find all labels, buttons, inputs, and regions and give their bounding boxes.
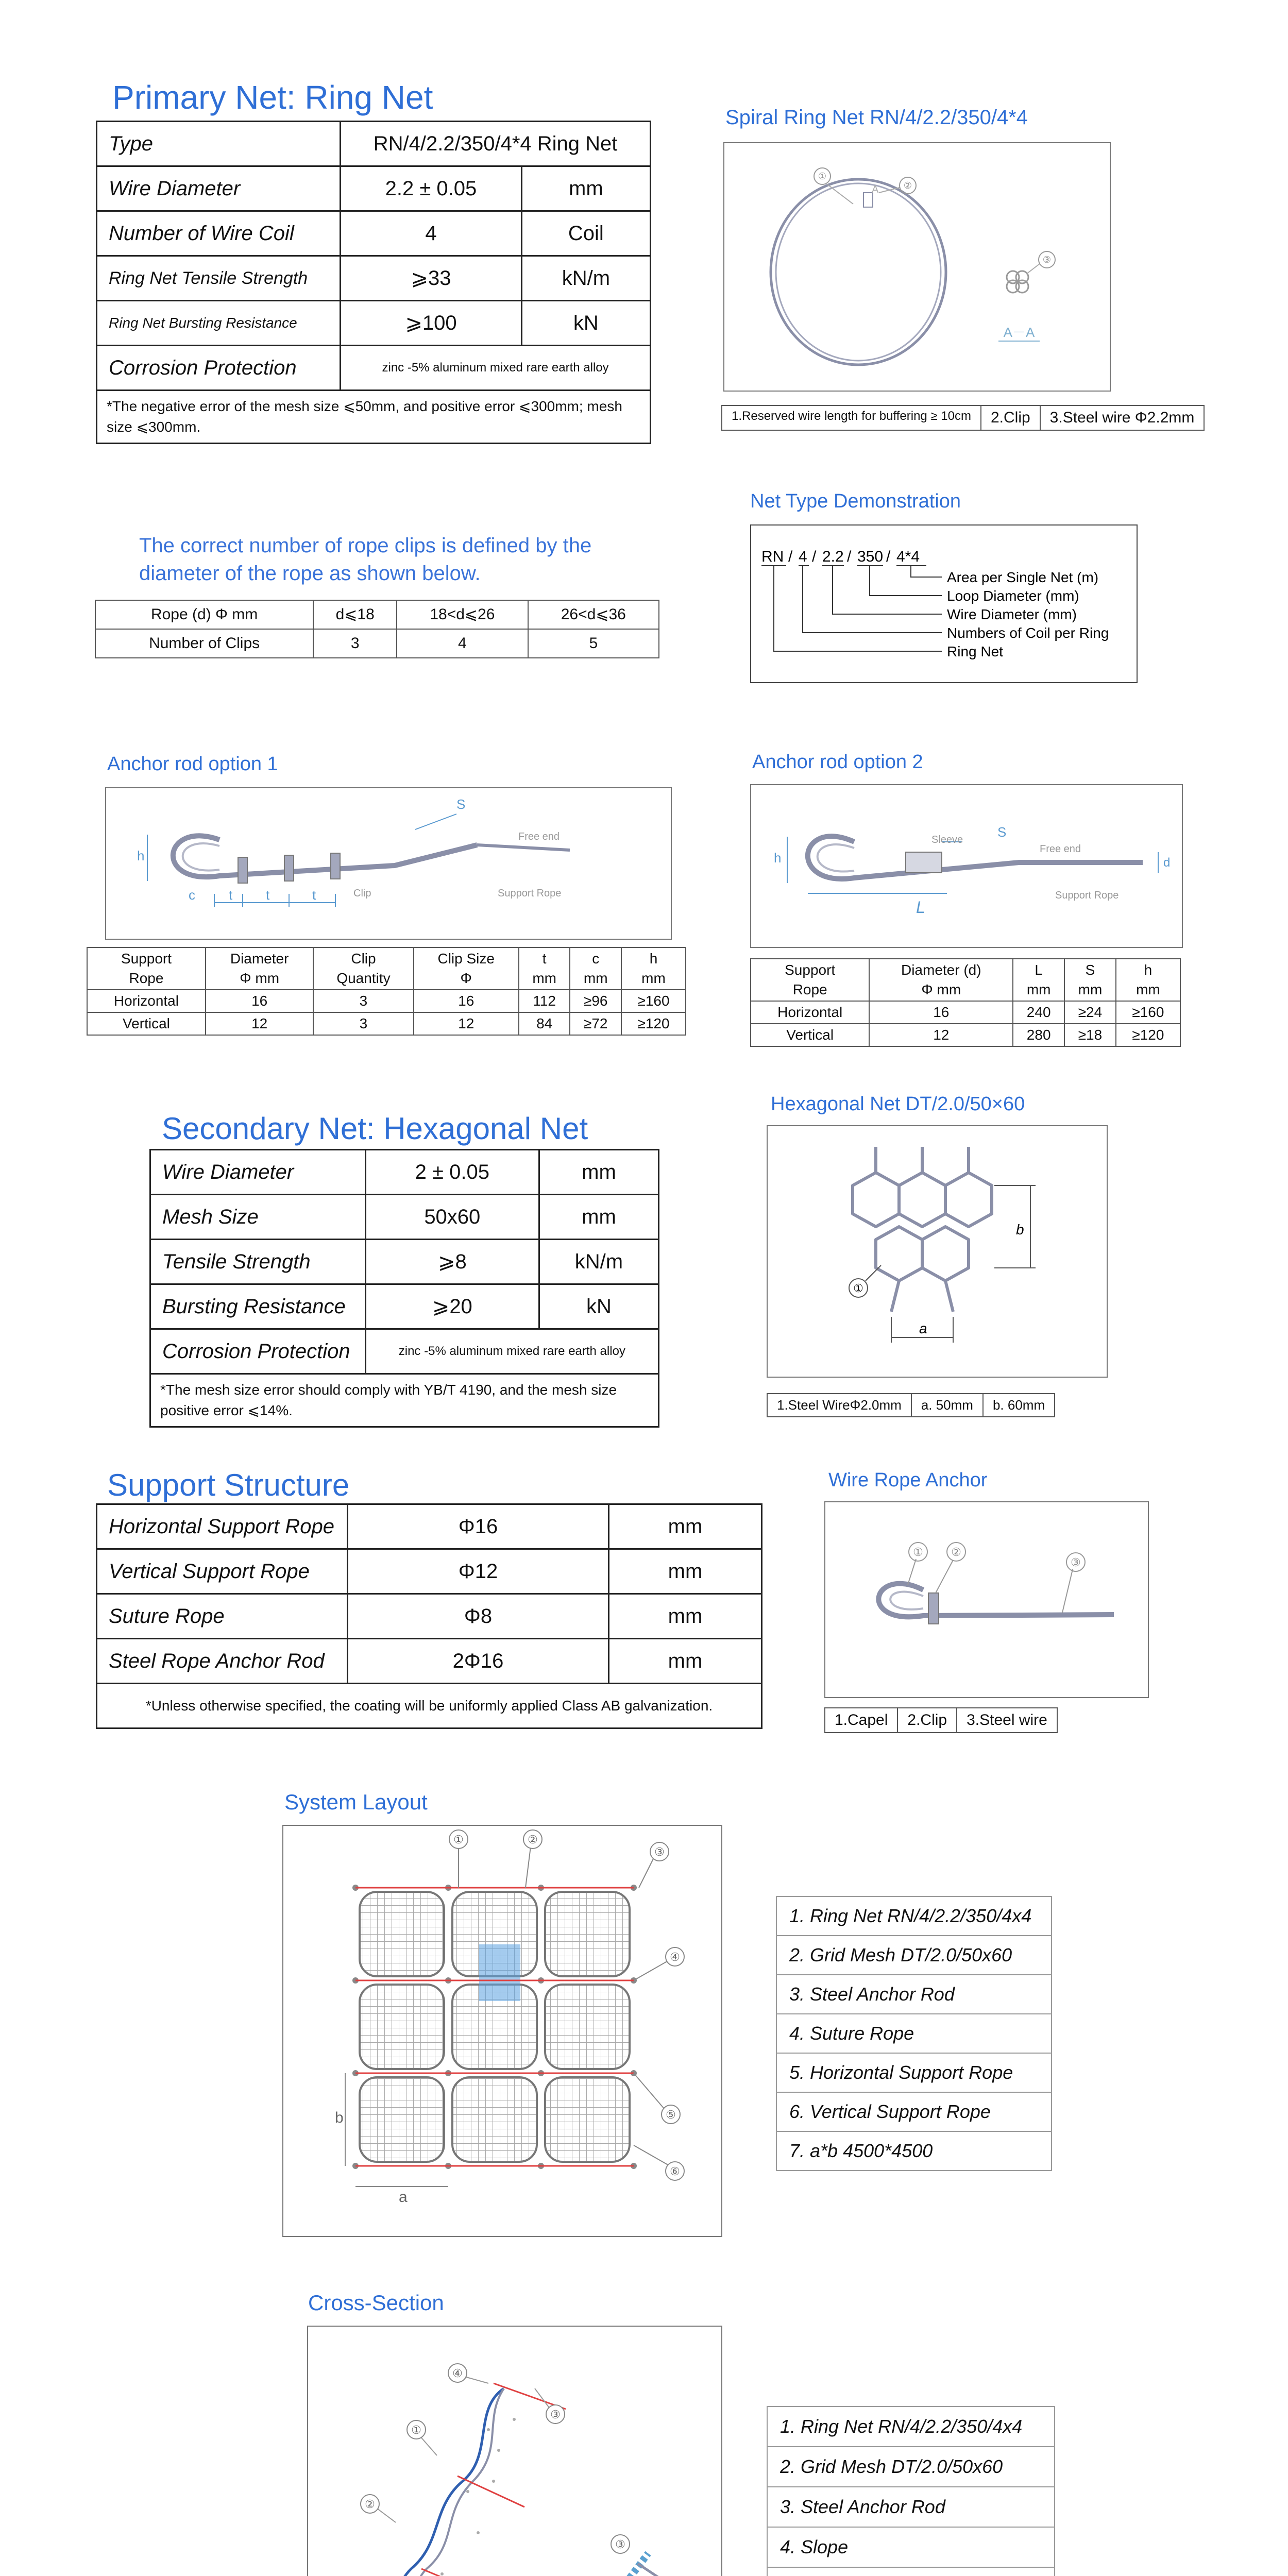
row-label: Type — [97, 122, 341, 166]
row-unit: kN/m — [521, 256, 650, 301]
legend-item — [767, 2447, 1055, 2487]
row-unit: mm — [609, 1639, 762, 1684]
table-row — [87, 947, 686, 990]
table-cell: 12 — [206, 1012, 313, 1035]
table-row — [97, 1504, 762, 1549]
caption: 2.Clip — [898, 1708, 957, 1732]
net-type-title: Net Type Demonstration — [750, 490, 961, 512]
table-cell: 5 — [528, 629, 659, 658]
row-value: 2 ± 0.05 — [365, 1150, 539, 1195]
svg-text:/: / — [812, 548, 817, 565]
row-label: Steel Rope Anchor Rod — [97, 1639, 348, 1684]
table-row — [95, 600, 659, 629]
header-line: mm — [1026, 981, 1051, 997]
callout-1: ① — [818, 171, 827, 181]
legend-item — [776, 2053, 1052, 2092]
table-cell: 3 — [313, 1012, 413, 1035]
system-layout-drawing — [283, 1826, 721, 2236]
anchor-option-2-drawing — [751, 785, 1182, 947]
table-cell: ≥18 — [1064, 1024, 1116, 1046]
label-loop: Loop Diameter (mm) — [947, 588, 1079, 604]
support-note: *Unless otherwise specified, the coating will be uniformly applied Class AB galvanization. — [97, 1684, 762, 1728]
table-row — [751, 1024, 1180, 1046]
header-cell — [1116, 959, 1180, 1001]
table-cell: ≥160 — [621, 990, 686, 1012]
anchor-option-1-table — [87, 947, 686, 1036]
system-layout-title: System Layout — [284, 1790, 428, 1814]
header-line: mm — [641, 970, 666, 986]
row-label: Wire Diameter — [97, 166, 341, 211]
wire-rope-anchor-title: Wire Rope Anchor — [828, 1469, 988, 1491]
anchor-option-1-title: Anchor rod option 1 — [107, 753, 278, 775]
row-value: ⩾8 — [365, 1240, 539, 1284]
anchor-option-1-figure — [105, 787, 672, 940]
legend-text: 2. Grid Mesh DT/2.0/50x60 — [776, 1936, 1052, 1975]
header-line: Quantity — [336, 970, 391, 986]
table-row — [97, 391, 651, 444]
anchor-option-1-drawing — [106, 788, 671, 939]
legend-text: 1. Ring Net RN/4/2.2/350/4x4 — [767, 2406, 1055, 2447]
row-value: ⩾20 — [365, 1284, 539, 1329]
row-value: 2.2 ± 0.05 — [341, 166, 522, 211]
callout-2: ② — [365, 2498, 375, 2511]
table-cell: 12 — [869, 1024, 1013, 1046]
row-label: Number of Wire Coil — [97, 211, 341, 256]
ring-net-panel — [452, 2077, 537, 2162]
header-line: h — [649, 951, 658, 967]
table-cell: 16 — [869, 1001, 1013, 1024]
label-support-rope: Support Rope — [1055, 890, 1119, 901]
header-cell — [869, 959, 1013, 1001]
legend-text: 4. Suture Rope — [776, 2014, 1052, 2053]
callout-6: ⑥ — [670, 2165, 680, 2178]
legend-item — [776, 1896, 1052, 1936]
row-value: Φ12 — [348, 1549, 609, 1594]
header-line: mm — [1078, 981, 1103, 997]
row-unit: kN — [521, 301, 650, 346]
row-value: RN/4/2.2/350/4*4 Ring Net — [341, 122, 651, 166]
table-row — [150, 1374, 659, 1427]
table-row — [97, 1549, 762, 1594]
label-t: t — [312, 887, 316, 903]
label-coil: Numbers of Coil per Ring — [947, 625, 1109, 641]
ring-net-panel — [545, 1892, 630, 1976]
header-cell — [1013, 959, 1064, 1001]
legend-text: 3. Steel Anchor Rod — [776, 1975, 1052, 2014]
table-cell: Number of Clips — [95, 629, 313, 658]
header-cell — [87, 947, 206, 990]
table-row — [97, 211, 651, 256]
label-s: S — [997, 824, 1007, 840]
ring-net-panel — [545, 1985, 630, 2069]
legend-text: 1. Ring Net RN/4/2.2/350/4x4 — [776, 1896, 1052, 1936]
legend-item — [776, 2131, 1052, 2171]
header-line: S — [1085, 962, 1095, 978]
legend-item — [776, 1975, 1052, 2014]
row-value: ⩾33 — [341, 256, 522, 301]
header-cell — [414, 947, 519, 990]
table-cell: Vertical — [87, 1012, 206, 1035]
row-label: Suture Rope — [97, 1594, 348, 1639]
anchor-option-2-title: Anchor rod option 2 — [752, 751, 923, 773]
table-row — [97, 122, 651, 166]
header-cell — [206, 947, 313, 990]
caption: 3.Steel wire — [967, 1711, 1047, 1728]
row-label: Ring Net Tensile Strength — [97, 256, 341, 301]
secondary-net-title: Secondary Net: Hexagonal Net — [162, 1111, 588, 1146]
wire-rope-anchor-figure — [824, 1501, 1149, 1698]
spiral-ring-net-title: Spiral Ring Net RN/4/2.2/350/4*4 — [725, 106, 1028, 129]
hexagonal-net-title: Hexagonal Net DT/2.0/50×60 — [771, 1093, 1025, 1115]
code-coil: 4 — [799, 548, 807, 565]
table-cell: Rope (d) Φ mm — [95, 600, 313, 629]
row-unit: mm — [539, 1195, 658, 1240]
row-unit: mm — [521, 166, 650, 211]
primary-net-title: Primary Net: Ring Net — [112, 79, 433, 116]
label-h: h — [137, 848, 145, 863]
header-cell — [313, 947, 413, 990]
label-t: t — [229, 887, 233, 903]
row-label: Corrosion Protection — [97, 346, 341, 391]
primary-net-table — [96, 121, 651, 444]
header-line: Φ mm — [240, 970, 280, 986]
wire-rope-anchor-captions — [824, 1707, 1058, 1733]
table-cell: Horizontal — [87, 990, 206, 1012]
callout-2: ② — [903, 180, 912, 191]
table-cell: 240 — [1013, 1001, 1064, 1024]
row-label: Horizontal Support Rope — [97, 1504, 348, 1549]
table-cell: 18<d⩽26 — [397, 600, 528, 629]
caption: a. 50mm — [912, 1394, 984, 1416]
row-unit: mm — [609, 1549, 762, 1594]
table-cell: ≥96 — [570, 990, 621, 1012]
header-cell — [570, 947, 621, 990]
table-row — [97, 346, 651, 391]
hexagonal-captions — [767, 1393, 1055, 1417]
table-row — [97, 1594, 762, 1639]
header-line: Φ — [460, 970, 472, 986]
spiral-captions — [721, 405, 1205, 431]
callout-3: ③ — [1042, 255, 1052, 265]
net-type-figure — [750, 524, 1138, 683]
table-row — [97, 1684, 762, 1728]
table-cell: 16 — [206, 990, 313, 1012]
caption: 1.Reserved wire length for buffering ≥ 10cm — [722, 406, 981, 430]
spiral-ring-drawing — [724, 143, 1110, 391]
row-label: Ring Net Bursting Resistance — [97, 301, 341, 346]
row-value: 50x60 — [365, 1195, 539, 1240]
table-row — [150, 1150, 659, 1195]
table-row — [150, 1240, 659, 1284]
svg-text:/: / — [886, 548, 891, 565]
clips-table — [95, 600, 659, 658]
callout-3b: ③ — [615, 2538, 625, 2551]
row-label: Bursting Resistance — [150, 1284, 366, 1329]
table-row — [150, 1329, 659, 1374]
header-line: Diameter (d) — [901, 962, 981, 978]
dim-b: b — [335, 2109, 344, 2126]
callout-2: ② — [951, 1546, 961, 1558]
header-line: Clip Size — [437, 951, 495, 967]
callout-1: ① — [411, 2424, 421, 2436]
table-cell: d⩽18 — [313, 600, 397, 629]
table-row — [95, 629, 659, 658]
header-line: c — [592, 951, 600, 967]
table-row — [150, 1195, 659, 1240]
row-value: 2Φ16 — [348, 1639, 609, 1684]
header-line: L — [1035, 962, 1043, 978]
table-cell: ≥160 — [1116, 1001, 1180, 1024]
clips-intro-text: The correct number of rope clips is defined by the diameter of the rope as shown below. — [139, 534, 592, 585]
label-wire: Wire Diameter (mm) — [947, 606, 1077, 622]
table-cell: Vertical — [751, 1024, 869, 1046]
callout-3: ③ — [550, 2408, 561, 2421]
svg-text:/: / — [788, 548, 793, 565]
code-area: 4*4 — [896, 548, 920, 565]
table-row — [751, 959, 1180, 1001]
callout-5: ⑤ — [666, 2108, 676, 2121]
callout-4: ④ — [670, 1951, 680, 1963]
ring-net-panel — [360, 2077, 444, 2162]
table-row — [97, 1639, 762, 1684]
header-line: Rope — [792, 981, 827, 997]
hexagonal-net-drawing — [768, 1126, 1107, 1377]
table-cell: Horizontal — [751, 1001, 869, 1024]
row-unit: Coil — [521, 211, 650, 256]
table-row — [97, 301, 651, 346]
table-cell: 3 — [313, 629, 397, 658]
section-marker: A — [872, 184, 879, 195]
legend-item — [767, 2567, 1055, 2576]
code-wire: 2.2 — [822, 548, 844, 565]
label-s: S — [456, 796, 466, 812]
row-unit: kN — [539, 1284, 658, 1329]
legend-text: 3. Steel Anchor Rod — [767, 2487, 1055, 2527]
ring-net-panel — [360, 1892, 444, 1976]
table-cell: 112 — [519, 990, 570, 1012]
legend-text: 5. Horizontal Support Rope — [776, 2053, 1052, 2092]
dim-a: a — [399, 2189, 408, 2206]
row-label: Vertical Support Rope — [97, 1549, 348, 1594]
legend-item — [776, 2014, 1052, 2053]
header-line: Φ mm — [921, 981, 961, 997]
legend-item — [767, 2527, 1055, 2567]
callout-3: ③ — [654, 1845, 665, 1858]
primary-net-note: *The negative error of the mesh size ⩽50mm, and positive error ⩽300mm; mesh size ⩽300mm. — [97, 391, 651, 444]
legend-item — [776, 2092, 1052, 2131]
header-line: Rope — [129, 970, 164, 986]
table-cell: ≥120 — [621, 1012, 686, 1035]
callout-1: ① — [453, 1833, 464, 1846]
header-line: t — [542, 951, 547, 967]
header-line: Support — [785, 962, 836, 978]
table-cell: 4 — [397, 629, 528, 658]
hexagonal-net-figure — [767, 1125, 1108, 1378]
row-value: zinc -5% aluminum mixed rare earth alloy — [365, 1329, 658, 1374]
label-c: c — [189, 887, 195, 903]
table-cell: 12 — [414, 1012, 519, 1035]
table-cell: 280 — [1013, 1024, 1064, 1046]
label-d: d — [1163, 856, 1171, 870]
label-area: Area per Single Net (m) — [947, 569, 1099, 585]
system-layout-figure — [282, 1825, 722, 2237]
label-h: h — [774, 850, 782, 866]
table-row — [97, 166, 651, 211]
header-line: Diameter — [230, 951, 289, 967]
support-structure-title: Support Structure — [107, 1468, 350, 1502]
cross-section-title: Cross-Section — [308, 2291, 444, 2315]
row-unit: mm — [609, 1594, 762, 1639]
row-unit: mm — [539, 1150, 658, 1195]
label-l: L — [916, 898, 925, 917]
anchor-option-2-figure — [750, 784, 1183, 948]
row-value: Φ8 — [348, 1594, 609, 1639]
code-loop: 350 — [857, 548, 884, 565]
legend-item — [767, 2406, 1055, 2447]
spiral-ring-figure — [723, 142, 1111, 392]
legend-text: 2. Grid Mesh DT/2.0/50x60 — [767, 2447, 1055, 2487]
label-free-end: Free end — [518, 831, 560, 842]
caption: 3.Steel wire Φ2.2mm — [1049, 409, 1195, 426]
cross-section-drawing — [308, 2327, 721, 2576]
table-cell: ≥120 — [1116, 1024, 1180, 1046]
caption: 2.Clip — [981, 406, 1041, 430]
row-value: 4 — [341, 211, 522, 256]
legend-text: 4. Slope — [767, 2527, 1055, 2567]
legend-text: 7. a*b 4500*4500 — [776, 2131, 1052, 2171]
table-row — [87, 1012, 686, 1035]
label-support-rope: Support Rope — [498, 888, 562, 899]
header-line: mm — [583, 970, 608, 986]
anchor-option-2-table — [750, 958, 1181, 1047]
support-structure-table — [96, 1503, 762, 1729]
svg-text:/: / — [847, 548, 852, 565]
table-row — [87, 990, 686, 1012]
caption: 1.Capel — [825, 1708, 898, 1732]
label-free-end: Free end — [1040, 843, 1081, 855]
row-label: Corrosion Protection — [150, 1329, 366, 1374]
row-label: Tensile Strength — [150, 1240, 366, 1284]
legend-text: 6. Vertical Support Rope — [776, 2092, 1052, 2131]
label-sleeve: Sleeve — [931, 834, 963, 845]
callout-3: ③ — [1071, 1556, 1081, 1569]
label-clip: Clip — [353, 888, 371, 899]
code-rn: RN — [761, 548, 784, 565]
row-label: Wire Diameter — [150, 1150, 366, 1195]
legend-text — [767, 2567, 1055, 2576]
table-cell: ≥72 — [570, 1012, 621, 1035]
header-line: mm — [1136, 981, 1160, 997]
header-line: Clip — [351, 951, 376, 967]
header-cell — [1064, 959, 1116, 1001]
callout-2: ② — [528, 1833, 538, 1846]
row-value: ⩾100 — [341, 301, 522, 346]
label-b: b — [1016, 1222, 1024, 1238]
cross-section-figure — [307, 2326, 722, 2576]
table-cell: 84 — [519, 1012, 570, 1035]
label-t: t — [266, 887, 270, 903]
ring-net-panel — [360, 1985, 444, 2069]
row-label: Mesh Size — [150, 1195, 366, 1240]
cross-section-legend — [767, 2406, 1055, 2576]
table-cell: ≥24 — [1064, 1001, 1116, 1024]
header-line: Support — [121, 951, 172, 967]
secondary-net-note: *The mesh size error should comply with YB/T 4190, and the mesh size positive error ⩽14%. — [150, 1374, 659, 1427]
caption: 1.Steel WireΦ2.0mm — [768, 1394, 912, 1416]
caption: b. 60mm — [992, 1397, 1045, 1413]
row-unit: kN/m — [539, 1240, 658, 1284]
table-row — [751, 1001, 1180, 1024]
callout-1: ① — [853, 1282, 863, 1295]
table-row — [150, 1284, 659, 1329]
callout-4: ④ — [452, 2367, 463, 2380]
table-cell: 26<d⩽36 — [528, 600, 659, 629]
callouts — [345, 2364, 630, 2576]
header-line: h — [1144, 962, 1153, 978]
label-a: a — [919, 1320, 927, 1336]
wire-rope-anchor-drawing — [825, 1502, 1148, 1697]
table-cell: 16 — [414, 990, 519, 1012]
header-cell — [751, 959, 869, 1001]
header-line: mm — [532, 970, 556, 986]
net-type-drawing — [751, 526, 1137, 682]
row-value: Φ16 — [348, 1504, 609, 1549]
row-value: zinc -5% aluminum mixed rare earth alloy — [341, 346, 651, 391]
table-cell: 3 — [313, 990, 413, 1012]
legend-item — [776, 1936, 1052, 1975]
header-cell — [621, 947, 686, 990]
section-label: A－A — [1003, 325, 1035, 340]
legend-item — [767, 2487, 1055, 2527]
table-row — [97, 256, 651, 301]
secondary-net-table — [149, 1149, 659, 1428]
row-unit: mm — [609, 1504, 762, 1549]
callout-1: ① — [913, 1546, 923, 1558]
ring-net-panel — [545, 2077, 630, 2162]
label-ringnet: Ring Net — [947, 643, 1003, 659]
system-layout-legend — [776, 1896, 1052, 2171]
header-cell — [519, 947, 570, 990]
